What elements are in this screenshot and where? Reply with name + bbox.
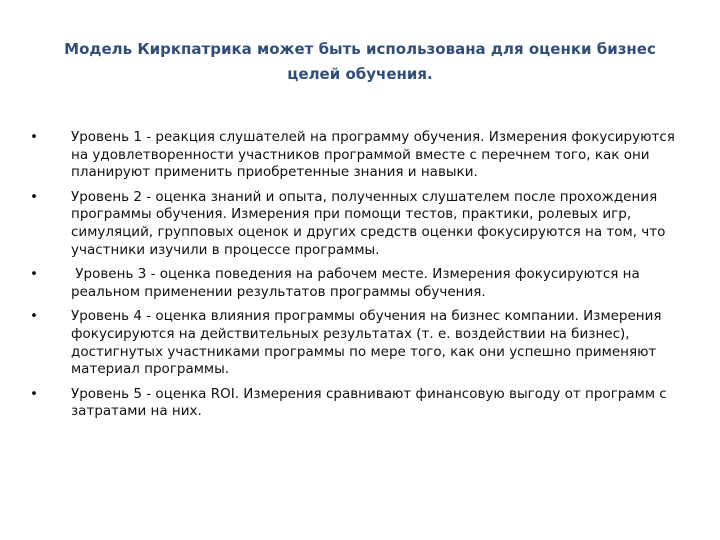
- bullet-list: [30, 129, 692, 428]
- bullet-icon: •: [30, 308, 38, 325]
- bullet-icon: •: [30, 129, 38, 145]
- list-item: [30, 189, 692, 259]
- list-item-text: Уровень 3 - оценка поведения на рабочем месте. Измерения фокусируются на реальном применении результатов программы обучения.: [71, 266, 645, 300]
- bullet-icon: •: [30, 266, 38, 283]
- list-item-text: Уровень 2 - оценка знаний и опыта, полученных слушателем после прохождения программы обучения. Измерения при помощи тестов, практики, ролевых игр, симуляций, групповых оценок и других средств оценки фокусируются на том, что участники изучили в процессе программы.: [71, 188, 666, 258]
- bullet-icon: •: [30, 385, 38, 402]
- list-item: [30, 129, 692, 182]
- slide-title: Модель Киркпатрика может быть использована для оценки бизнес целей обучения.: [64, 40, 656, 83]
- list-item: [30, 386, 692, 421]
- list-item: [30, 308, 692, 378]
- list-item-text: Уровень 4 - оценка влияния программы обучения на бизнес компании. Измерения фокусируются на действительных результатах (т. е. воздействии на бизнес), достигнутых участниками программы по мере того, как они успешно применяют материал программы.: [71, 308, 662, 378]
- list-item-text: Уровень 1 - реакция слушателей на программу обучения. Измерения фокусируются на удовлетворенности участников программой вместе с перечнем того, как они планируют применить приобретенные знания и навыки.: [71, 129, 675, 181]
- bullet-icon: •: [30, 188, 38, 205]
- list-item: [30, 266, 692, 301]
- list-item-text: Уровень 5 - оценка ROI. Измерения сравнивают финансовую выгоду от программ с затратами на них.: [71, 385, 667, 420]
